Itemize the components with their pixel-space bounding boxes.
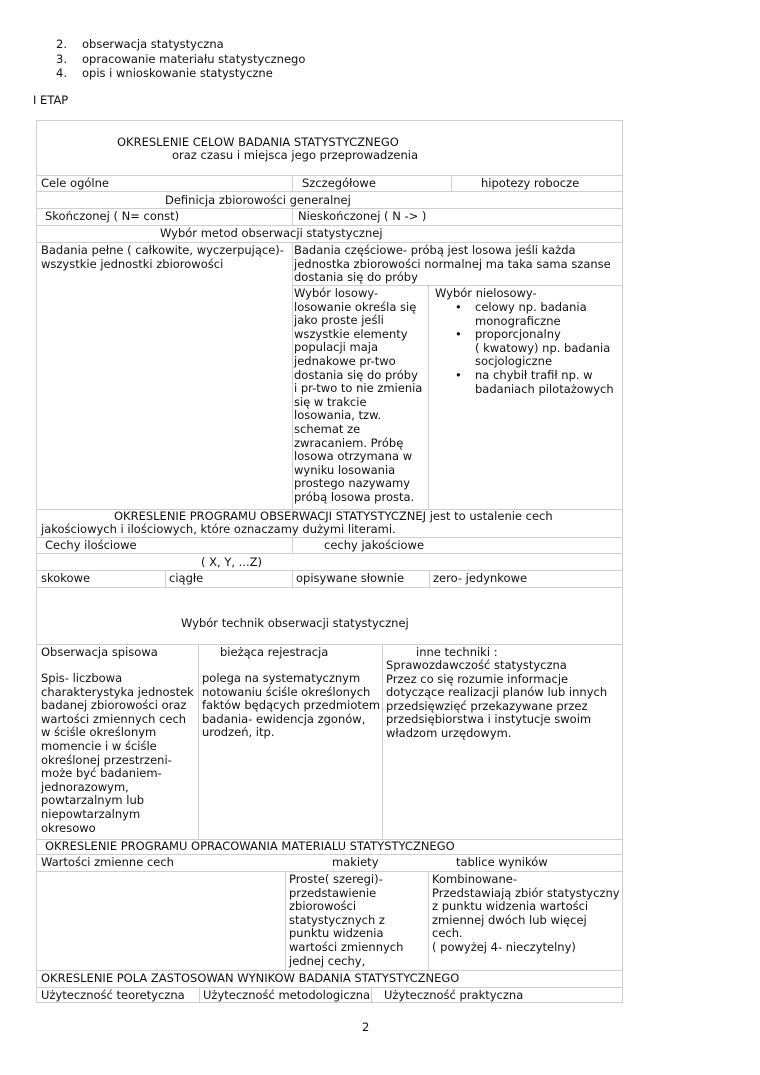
binary-cell: zero- jedynkowe: [433, 571, 528, 585]
partial-study-cell: Badania częściowe- próbą jest losowa jeśli każda jednostka zbiorowości normalnej ma taka sama szanse dostania się do próby: [294, 243, 611, 285]
goals-title: OKRESLENIE CELOW BADANIA STATYSTYCZNEGO: [117, 135, 399, 149]
general-goals-cell: Cele ogólne: [41, 176, 109, 190]
list-item: 3. opracowanie materiału statystycznego: [56, 51, 306, 66]
random-choice-cell: Wybór losowy- losowanie określa się jako proste jeśli wszystkie elementy populacji maja jednakowe pr-two dostania się do próby i pr-two to nie zmienia się w trakcie losowania, tzw. schemat ze zwracaniem. Próbę losowa otrzymana w wyniku losowania prostego nazywamy próbą losowa prosta.: [294, 286, 423, 504]
discrete-cell: skokowe: [41, 571, 91, 585]
census-observation-desc: Spis- liczbowa charakterystyka jednostek badanej zbiorowości oraz wartości zmiennych cech w ściśle określonym momencie i w ściśle określonej przestrzeni- może być badaniem- jednorazowym, powtarzalnym lub niepowtarzalnym okresowo: [41, 671, 194, 835]
quantitative-features-cell: Cechy ilościowe: [45, 538, 137, 552]
population-definition: Definicja zbiorowości generalnej: [165, 193, 351, 207]
combined-tables-cell: Kombinowane- Przedstawiają zbiór statystyczny z punktu widzenia wartości zmiennej dwóch lub więcej cech. ( powyżej 4- nieczytelny): [432, 872, 620, 954]
variable-values-cell: Wartości zmienne cech: [41, 855, 174, 869]
numbered-list: [56, 37, 305, 81]
list-item: 2. obserwacja statystyczna: [56, 37, 224, 51]
application-field-title: OKRESLENIE POLA ZASTOSOWAN WYNIKOW BADANIA STATYSTYCZNEGO: [41, 971, 460, 985]
list-item: • proporcjonalny ( kwatowy) np. badania socjologiczne: [435, 328, 614, 369]
list-item: • na chybił trafił np. w badaniach pilotażowych: [435, 369, 614, 396]
result-tables-cell: tablice wyników: [456, 855, 548, 869]
processing-program-title: OKRESLENIE PROGRAMU OPRACOWANIA MATERIALU STATYSTYCZNEGO: [45, 839, 455, 853]
techniques-title: Wybór technik obserwacji statystycznej: [181, 616, 409, 630]
hypotheses-cell: hipotezy robocze: [481, 176, 580, 190]
methodological-usefulness-cell: Użyteczność metodologiczna: [203, 988, 371, 1002]
other-techniques-desc: Sprawozdawczość statystyczna Przez co się rozumie informacje dotyczące realizacji planów lub innych przedsięwzięć przekazywane przez przedsiębiorstwa i instytucje swoim władzom urzędowym.: [386, 658, 608, 740]
detailed-goals-cell: Szczegółowe: [302, 176, 376, 190]
full-study-cell: Badania pełne ( całkowite, wyczerpujące)- wszystkie jednostki zbiorowości: [41, 243, 284, 271]
stage-heading: I ETAP: [33, 93, 69, 107]
list-item: 4. opis i wnioskowanie statystyczne: [56, 66, 273, 80]
observation-program-definition: OKRESLENIE PROGRAMU OBSERWACJI STATYSTYCZNEJ jest to ustalenie cech: [114, 509, 553, 523]
finite-population-cell: Skończonej ( N= const): [45, 209, 180, 223]
practical-usefulness-cell: Użyteczność praktyczna: [384, 988, 524, 1002]
feature-symbols: ( X, Y, ...Z): [201, 555, 262, 569]
current-registration-desc: polega na systematycznym notowaniu ściśle określonych faktów będących przedmiotem badania- ewidencja zgonów, urodzeń, itp.: [202, 671, 381, 740]
observation-program-definition-cont: jakościowych i ilościowych, które oznaczamy dużymi literami.: [41, 522, 396, 536]
mockups-cell: makiety: [332, 855, 379, 869]
infinite-population-cell: Nieskończonej ( N -> ): [298, 209, 427, 223]
qualitative-features-cell: cechy jakościowe: [324, 538, 425, 552]
list-item: • celowy np. badania monograficzne: [435, 301, 614, 328]
method-choice-row: Wybór metod obserwacji statystycznej: [160, 226, 383, 240]
theoretical-usefulness-cell: Użyteczność teoretyczna: [41, 988, 185, 1002]
verbal-cell: opisywane słownie: [296, 571, 405, 585]
other-techniques-title: inne techniki :: [416, 645, 498, 659]
page-number: 2: [362, 1020, 370, 1034]
nonrandom-choice-title: Wybór nielosowy-: [435, 286, 537, 300]
nonrandom-choice-list: [435, 301, 614, 396]
research-stage-table: [36, 120, 623, 1003]
goals-subtitle: oraz czasu i miejsca jego przeprowadzenia: [172, 148, 418, 162]
census-observation-title: Obserwacja spisowa: [41, 645, 158, 659]
current-registration-title: bieżąca rejestracja: [220, 645, 329, 659]
simple-series-cell: Proste( szeregi)- przedstawienie zbiorowości statystycznych z punktu widzenia wartości zmiennych jednej cechy,: [289, 872, 404, 968]
continuous-cell: ciągłe: [169, 571, 204, 585]
